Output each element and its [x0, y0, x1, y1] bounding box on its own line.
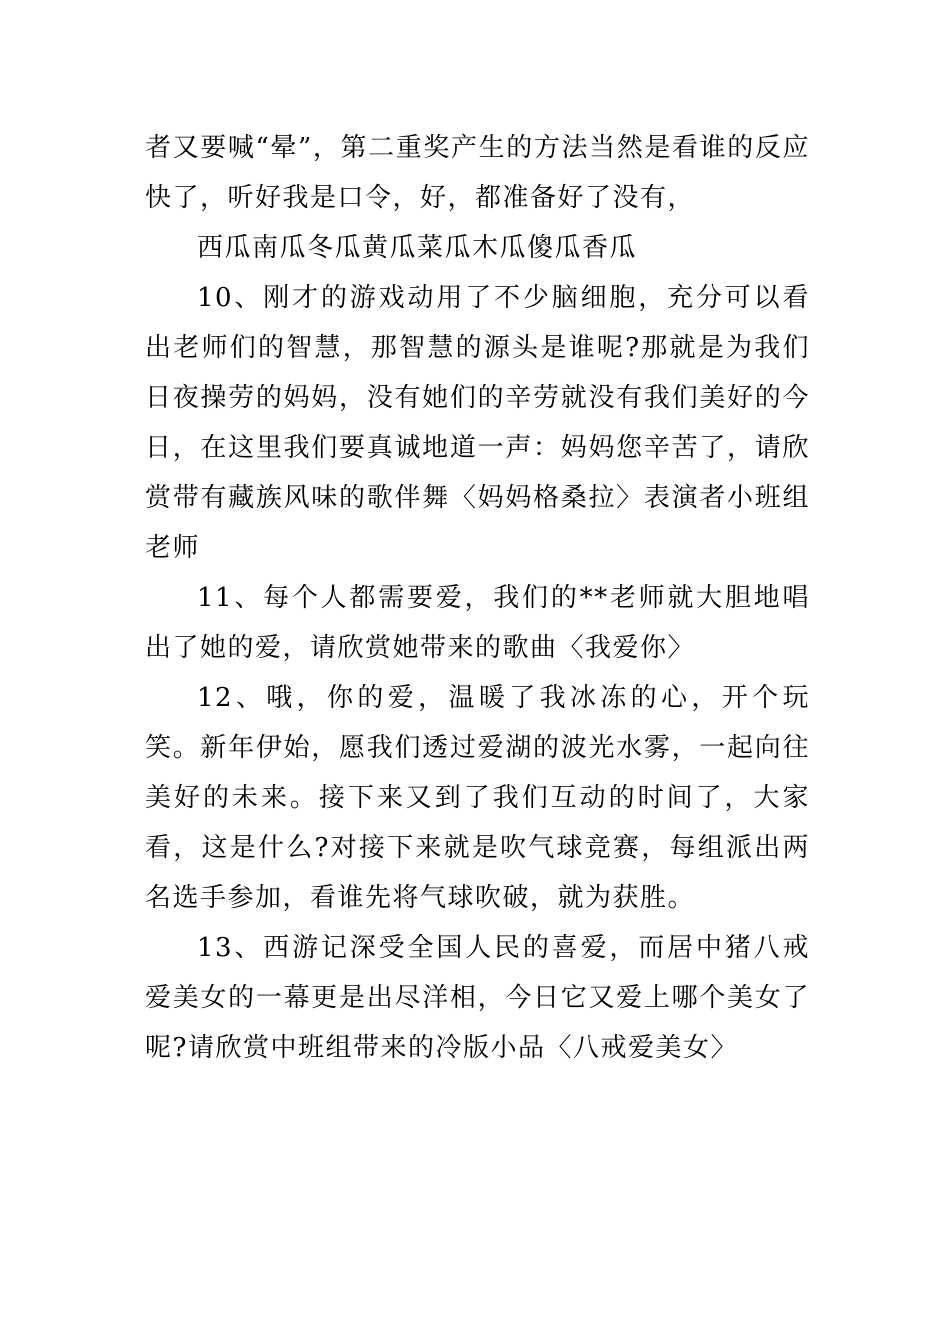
paragraph-item-13: 13、西游记深受全国人民的喜爱，而居中猪八戒爱美女的一幕更是出尽洋相，今日它又爱上哪个美女了呢?请欣赏中班组带来的冷版小品〈八戒爱美女〉	[145, 933, 810, 1063]
document-body	[145, 123, 810, 1073]
paragraph-item-11: 11、每个人都需要爱，我们的**老师就大胆地唱出了她的爱，请欣赏她带来的歌曲〈我爱你〉	[145, 583, 810, 663]
paragraph-item-12: 12、哦，你的爱，温暖了我冰冻的心，开个玩笑。新年伊始，愿我们透过爱湖的波光水雾，一起向往美好的未来。接下来又到了我们互动的时间了，大家看，这是什么?对接下来就是吹气球竞赛，每组派出两名选手参加，看谁先将气球吹破，就为获胜。	[145, 683, 810, 913]
paragraph-continuation: 者又要喊“晕”，第二重奖产生的方法当然是看谁的反应快了，听好我是口令，好，都准备好了没有，	[145, 133, 810, 213]
paragraph-item-10: 10、刚才的游戏动用了不少脑细胞，充分可以看出老师们的智慧，那智慧的源头是谁呢?那就是为我们日夜操劳的妈妈，没有她们的辛劳就没有我们美好的今日，在这里我们要真诚地道一声：妈妈您辛苦了，请欣赏带有藏族风味的歌伴舞〈妈妈格桑拉〉表演者小班组老师	[145, 283, 810, 563]
paragraph-melons: 西瓜南瓜冬瓜黄瓜菜瓜木瓜傻瓜香瓜	[197, 233, 638, 263]
